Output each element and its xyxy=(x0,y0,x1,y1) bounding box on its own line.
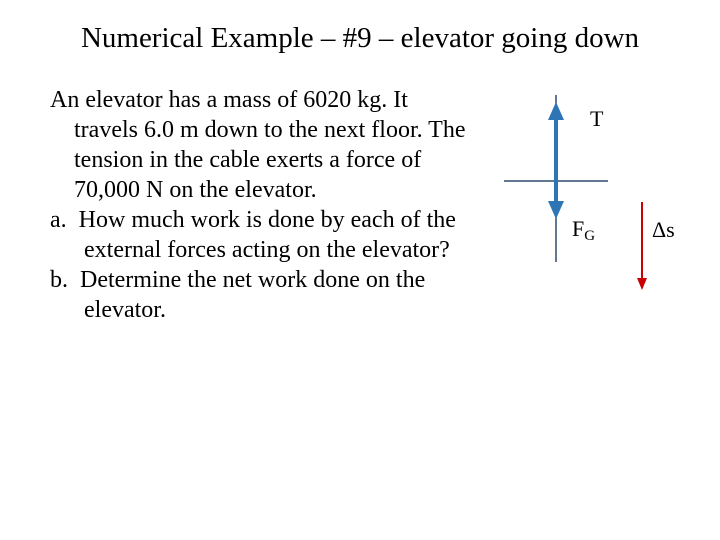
problem-statement: An elevator has a mass of 6020 kg. It travels 6.0 m down to the next floor. The tension in the cable exerts a force of 70,000 N on the elevator. xyxy=(50,87,466,203)
slide-title: Numerical Example – #9 – elevator going down xyxy=(80,22,640,54)
displacement-arrowhead xyxy=(637,278,647,290)
tension-label: T xyxy=(590,106,604,131)
question-a-label: a. xyxy=(50,207,67,233)
gravity-arrowhead xyxy=(548,201,564,219)
tension-arrowhead xyxy=(548,102,564,120)
displacement-label: Δs xyxy=(652,217,675,242)
gravity-label-main: F xyxy=(572,216,585,241)
question-b-label: b. xyxy=(50,267,68,293)
question-a-text: How much work is done by each of the external forces acting on the elevator? xyxy=(78,207,456,263)
question-b-text: Determine the net work done on the elevator. xyxy=(80,267,426,323)
gravity-label xyxy=(572,217,595,248)
gravity-label-subscript: G xyxy=(584,228,596,244)
